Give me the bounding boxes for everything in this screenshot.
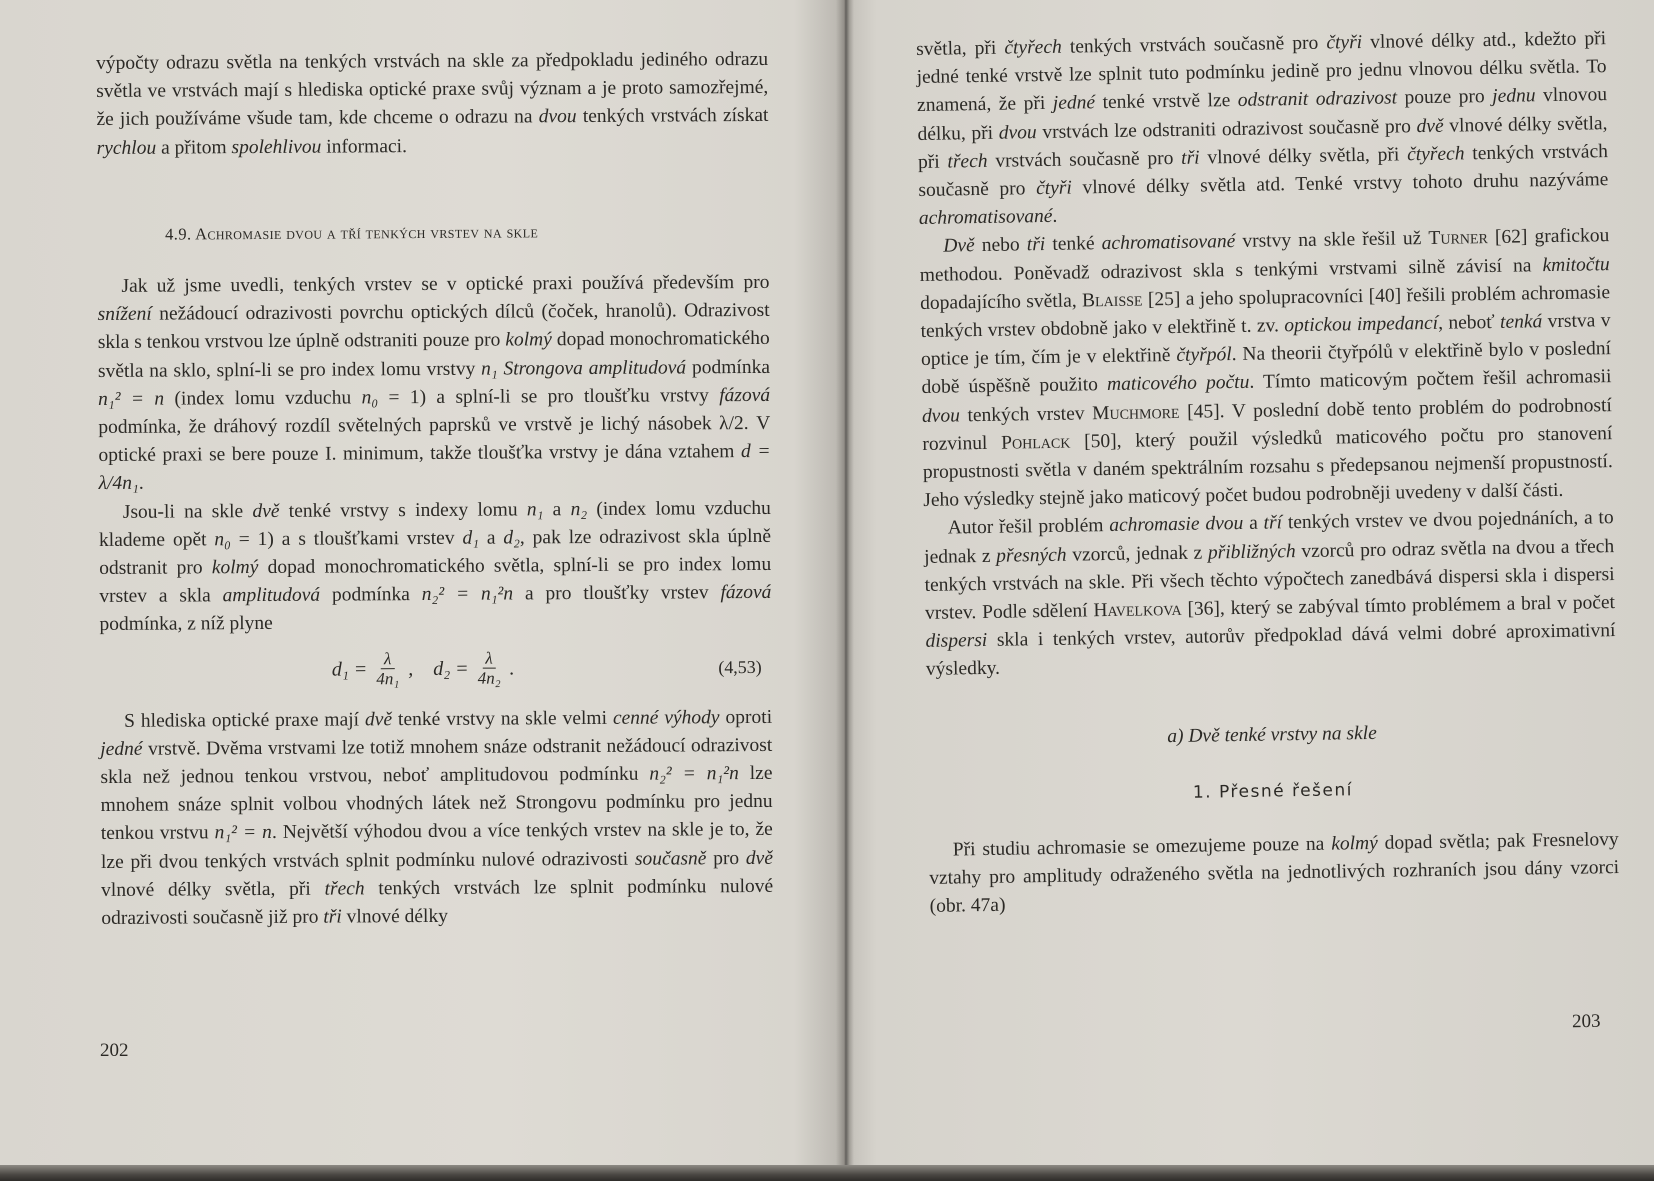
emphasis-text: tenká	[1499, 311, 1543, 333]
emphasis-text: maticového počtu	[1106, 372, 1250, 396]
paragraph-literature: Dvě nebo tři tenké achromatisované vrstvy na skle řešil už Turner [62] grafickou methodou. Poněvadž odrazivost skla s tenkými vrstvami silně závisí na kmitočtu dopadajícího světla, Blaisse [25] a jeho spolupracovníci [40] řešili problém achromasie tenkých vrstev obdobně jako v elektřině t. zv. optickou impedancí, neboť tenká vrstva v optice je tím, čím je v elektřině čtyřpól. Na theorii čtyřpólů v elektřině bylo v poslední době úspěšně použito maticového počtu. Tímto maticovým počtem řešil achromasii dvou tenkých vrstev Muchmore [45]. V poslední době tento problém do podrobností rozvinul Pohlack [50], který použil výsledků maticového počtu pro stanovení propustnosti světla v daném spektrálním rozsahu s předepsanou nejmenší propustností. Jeho výsledky stejně jako maticový počet budou podrobněji uvedeny v další části.	[919, 225, 1613, 512]
paragraph-two-layers: Jsou-li na skle dvě tenké vrstvy s indexy lomu n₁ a n₂ (index lomu vzduchu klademe opět n₀ = 1) a s tloušťkami vrstev d₁ a d₂, pak lze odrazivost skla úplně odstranit pro kolmý dopad monochromatického světla, splní-li se pro index lomu vrstev a skla amplitudová podmínka n₂² = n₁²n a pro tloušťky vrstev fázová podmínka, z níž plyne	[98, 497, 772, 636]
emphasis-text: n₂² = n₁²n	[649, 763, 739, 785]
equation-number: (4,53)	[718, 656, 762, 677]
paragraph-author: Autor řešil problém achromasie dvou a tří tenkých vrstev ve dvou pojednáních, a to jednak z přesných vzorců, jednak z přibližných vzorců pro odraz světla na dvou a třech tenkých vrstvách na skle. Při všech těchto výpočtech zanedbává dispersi skla i dispersi vrstev. Podle sdělení Havelkova [36], který se zabýval tímto problémem a bral v počet dispersi skla i tenkých vrstev, autorův předpoklad dává velmi dobré aproximativní výsledky.	[924, 507, 1616, 681]
emphasis-text: kolmý	[211, 557, 259, 579]
emphasis-text: dispersi	[925, 630, 988, 653]
emphasis-text: současně	[634, 847, 707, 870]
emphasis-text: jedné	[1052, 92, 1096, 115]
emphasis-text: d = λ/4n₁	[98, 441, 771, 495]
emphasis-text: n₁	[526, 498, 544, 521]
equation-4-53	[100, 640, 772, 698]
eq-d1-label: d₁ =	[331, 657, 368, 681]
emphasis-text: čtyřech	[1406, 143, 1465, 166]
eq-separator: ,	[408, 657, 414, 680]
emphasis-text: kmitočtu	[1542, 253, 1610, 276]
emphasis-text: čtyřpól	[1176, 344, 1232, 367]
emphasis-text: jednu	[1492, 85, 1536, 108]
emphasis-text: d₁	[462, 527, 480, 549]
eq-d2-label: d₂ =	[433, 657, 469, 680]
paragraph-fresnel: Při studiu achromasie se omezujeme pouze na kolmý dopad světla; pak Fresnelovy vztahy pro amplitudy odraženého světla na jednotlivých rozhraních jsou dány vzorci (obr. 47a)	[929, 829, 1620, 918]
emphasis-text: d₂	[503, 527, 520, 549]
paragraph-strong-condition: Jak už jsme uvedli, tenkých vrstev se v optické praxi používá především pro snížení nežádoucí odrazivosti povrchu optických dílců (čoček, hranolů). Odrazivost skla s tenkou vrstvou lze úplně odstraniti pouze pro kolmý dopad monochromatického světla na sklo, splní-li se pro index lomu vrstvy n₁ Strongova amplitudová podmínka n₁² = n (index lomu vzduchu n₀ = 1) a splní-li se pro tloušťku vrstvy fázová podmínka, že dráhový rozdíl světelných paprsků ve vrstvě je lichý násobek λ/2. V optické praxi se bere pouze I. minimum, takže tloušťka vrstvy je dána vztahem d = λ/4n₁.	[97, 271, 771, 495]
author-name: Turner	[1428, 227, 1489, 250]
emphasis-text: tři	[1181, 147, 1200, 169]
eq-d2-fraction	[477, 649, 500, 688]
paragraph-continuation: světla, při čtyřech tenkých vrstvách současně pro čtyři vlnové délky atd., kdežto při jedné tenké vrstvě lze splnit tuto podmínku jedině pro jednu vlnovou délku světla. To znamená, že při jedné tenké vrstvě lze odstranit odrazivost pouze pro jednu vlnovou délku, při dvou vrstvách lze odstraniti odrazivost současně pro dvě vlnové délky světla, při třech vrstvách současně pro tři vlnové délky světla, při čtyřech tenkých vrstvách současně pro čtyři vlnové délky světla atd. Tenké vrstvy tohoto druhu nazýváme achromatisované.	[916, 28, 1609, 230]
eq-d1-denominator: 4n₁	[376, 669, 400, 689]
emphasis-text: přesných	[996, 544, 1067, 567]
emphasis-text: achromatisované	[918, 206, 1053, 230]
emphasis-text: cenné výhody	[612, 706, 720, 729]
emphasis-text: n₁² = n	[98, 388, 165, 410]
emphasis-text: jedné	[100, 738, 143, 760]
book-bottom-edge	[0, 1165, 1654, 1181]
emphasis-text: n₁² = n	[214, 822, 272, 844]
emphasis-text: kolmý	[1331, 832, 1378, 855]
emphasis-text: n₀	[361, 387, 379, 409]
emphasis-text: tří	[1263, 512, 1283, 535]
eq-d2-numerator: λ	[482, 649, 495, 669]
emphasis-text: rychlou	[96, 137, 157, 159]
author-name: Muchmore	[1091, 401, 1180, 424]
emphasis-text: dvou	[921, 404, 961, 427]
emphasis-text: čtyři	[1035, 177, 1073, 200]
left-page-number: 202	[100, 1040, 129, 1061]
eq-d1-numerator: λ	[381, 649, 394, 669]
emphasis-text: n₂² = n₁²n	[421, 583, 514, 606]
emphasis-text: n₂	[570, 498, 588, 520]
emphasis-text: achromatisované	[1101, 231, 1236, 255]
paragraph-advantages: S hlediska optické praxe mají dvě tenké vrstvy na skle velmi cenné výhody oproti jedné vrstvě. Dvěma vrstvami lze totiž mnohem snáze odstranit nežádoucí odrazivost skla než jednou tenkou vrstvou, neboť amplitudovou podmínku n₂² = n₁²n lze mnohem snáze splnit volbou vhodných látek než Strongovu podmínku pro jednu tenkou vrstvu n₁² = n. Největší výhodou dvou a více tenkých vrstev na skle je to, že lze při dvou tenkých vrstvách splnit podmínku nulové odrazivosti současně pro dvě vlnové délky světla, při třech tenkých vrstvách lze splnit podmínku nulové odrazivosti současně již pro tři vlnové délky	[100, 706, 774, 930]
emphasis-text: achromasie dvou	[1109, 513, 1244, 537]
emphasis-text: spolehlivou	[231, 136, 322, 158]
emphasis-text: odstranit odrazivost	[1237, 87, 1398, 112]
emphasis-text: tři	[323, 906, 342, 928]
subheading-exact-solution: 1. Přesné řešení	[1192, 780, 1354, 803]
intro-paragraph: výpočty odrazu světla na tenkých vrstvách na skle za předpokladu jediného odrazu světla ve vrstvách mají s hlediska optické praxe svůj význam a je proto samozřejmé, že jich používáme všude tam, kde chceme o odrazu na dvou tenkých vrstvách získat rychlou a přitom spolehlivou informaci.	[96, 48, 769, 159]
emphasis-text: Dvě	[943, 235, 975, 258]
right-page	[854, 0, 1654, 1165]
emphasis-text: třech	[324, 878, 365, 900]
eq-end: .	[509, 657, 515, 680]
eq-d1-fraction	[376, 649, 399, 688]
emphasis-text: tři	[1026, 234, 1046, 256]
emphasis-text: fázová	[720, 582, 772, 604]
left-page	[0, 0, 836, 1165]
emphasis-text: dvou	[998, 121, 1037, 144]
emphasis-text: třech	[947, 150, 988, 173]
section-heading: 4.9. Achromasie dvou a tří tenkých vrstev na skle	[165, 222, 539, 244]
emphasis-text: kolmý	[505, 329, 552, 351]
emphasis-text: snížení	[97, 303, 152, 326]
emphasis-text: dvou	[538, 106, 577, 128]
emphasis-text: amplitudová	[222, 584, 321, 607]
book-gutter	[836, 0, 854, 1181]
right-page-number: 203	[1571, 1010, 1601, 1033]
subheading-two-layers: a) Dvě tenké vrstvy na skle	[1167, 722, 1377, 747]
emphasis-text: n₁ Strongova amplitudová	[481, 357, 687, 380]
right-page-text	[916, 25, 1620, 921]
equation-body	[332, 649, 515, 689]
author-name: Havelkova	[1093, 598, 1182, 622]
emphasis-text: přibližných	[1207, 540, 1296, 564]
emphasis-text: čtyřech	[1004, 36, 1062, 59]
emphasis-text: dvě	[364, 708, 393, 731]
emphasis-text: dvě	[1416, 115, 1444, 137]
emphasis-text: optickou impedancí	[1284, 312, 1439, 337]
emphasis-text: n₀	[214, 529, 231, 551]
emphasis-text: čtyři	[1326, 31, 1363, 54]
author-name: Blaisse	[1081, 289, 1143, 312]
emphasis-text: dvě	[252, 500, 280, 522]
emphasis-text: dvě	[745, 847, 774, 869]
author-name: Pohlack	[1001, 431, 1071, 454]
left-page-text	[96, 46, 773, 933]
emphasis-text: fázová	[719, 384, 771, 407]
eq-d2-denominator: 4n₂	[477, 668, 501, 688]
